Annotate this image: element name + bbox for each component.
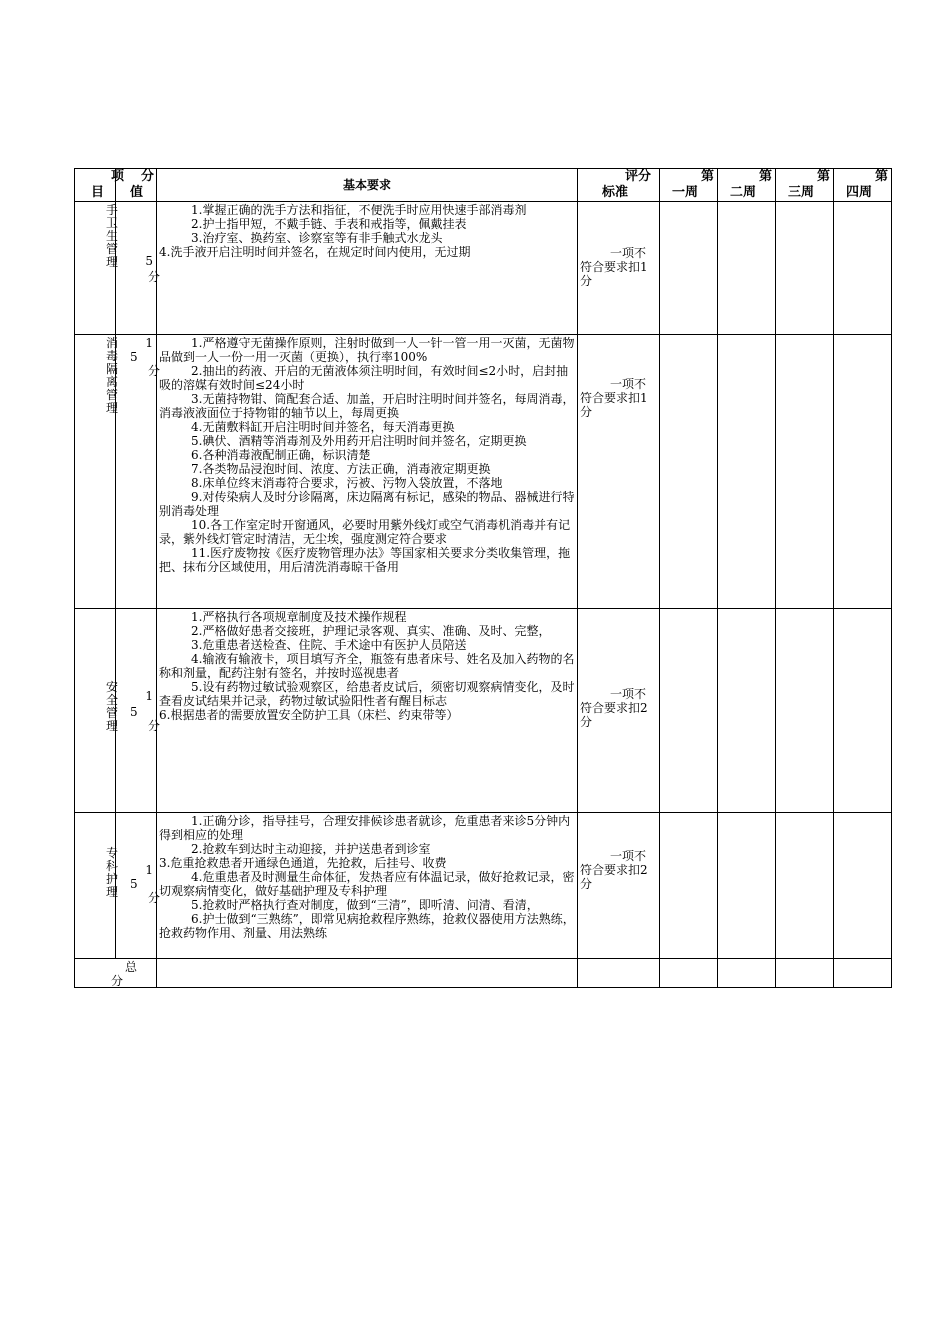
header-row: [75, 169, 892, 202]
requirement-item: 4.危重患者及时测量生命体征，发热者应有体温记录，做好抢救记录，密切观察病情变化，做好基础护理及专科护理: [159, 870, 575, 898]
category-label: 消毒隔离管理: [105, 336, 118, 415]
requirement-item: 9.对传染病人及时分诊隔离，床边隔离有标记，感染的物品、器械进行特别消毒处理: [159, 490, 575, 518]
header-week-1-top: 第: [700, 169, 714, 184]
category-cell: [75, 813, 116, 959]
header-item-bottom: 目: [91, 185, 105, 200]
score-number: 5: [130, 877, 138, 891]
week-1-cell[interactable]: [660, 609, 718, 813]
week-2-cell[interactable]: [718, 335, 776, 609]
requirements-cell: [157, 813, 578, 959]
week-4-cell[interactable]: [834, 202, 892, 335]
category-label: 安全管理: [105, 680, 118, 733]
header-standard-top: 评分: [624, 169, 651, 184]
week-4-cell[interactable]: [834, 609, 892, 813]
requirement-item: 6.护士做到“三熟练”，即常见病抢救程序熟练，抢救仪器使用方法熟练，抢救药物作用、剂量、用法熟练: [159, 912, 575, 940]
total-week-4-cell[interactable]: [834, 959, 892, 988]
score-cell: [116, 813, 160, 959]
requirement-item: 1.正确分诊，指导挂号，合理安排候诊患者就诊，危重患者来诊5分钟内得到相应的处理: [159, 814, 571, 842]
nursing-quality-checklist-table: [74, 168, 892, 988]
header-week-3: [776, 169, 834, 202]
score-unit: 分: [147, 891, 160, 905]
week-4-cell[interactable]: [834, 335, 892, 609]
requirement-item: 3.危重患者送检查、住院、手术途中有医护人员陪送: [191, 638, 467, 652]
requirement-item: 1.严格遵守无菌操作原则，注射时做到一人一针一管一用一灭菌，无菌物品做到一人一份一用一灭菌（更换），执行率100%: [159, 336, 575, 364]
category-label: 专科护理: [105, 846, 118, 899]
score-cell: [116, 335, 160, 609]
category-cell: [75, 335, 116, 609]
week-2-cell[interactable]: [718, 202, 776, 335]
score-cell: [116, 202, 160, 335]
category-cell: [75, 202, 116, 335]
week-3-cell[interactable]: [776, 335, 834, 609]
standard-cell: [578, 202, 660, 335]
week-3-cell[interactable]: [776, 609, 834, 813]
week-3-cell[interactable]: [776, 813, 834, 959]
total-label-top: 总: [125, 960, 138, 974]
score-number: 5: [130, 350, 138, 364]
week-1-cell[interactable]: [660, 202, 718, 335]
score-number: 1: [145, 863, 153, 877]
total-week-3-cell[interactable]: [776, 959, 834, 988]
score-number: 5: [145, 254, 153, 268]
header-week-1: [660, 169, 718, 202]
week-2-cell[interactable]: [718, 813, 776, 959]
requirement-item: 5.抢救时严格执行查对制度，做到“三清”，即听清、问清、看清，: [191, 898, 539, 912]
header-item-top: 项: [111, 169, 125, 184]
section-row-safety: [75, 609, 892, 813]
requirement-item: 1.掌握正确的洗手方法和指征，不便洗手时应用快速手部消毒剂: [191, 203, 527, 217]
week-1-cell[interactable]: [660, 335, 718, 609]
requirement-item: 2.抽出的药液、开启的无菌液体须注明时间，有效时间≤2小时，启封抽吸的溶媒有效时间≤24小时: [159, 364, 569, 392]
header-score-top: 分: [140, 169, 154, 184]
requirement-item: 4.输液有输液卡，项目填写齐全，瓶签有患者床号、姓名及加入药物的名称和剂量，配药注射有签名，并按时巡视患者: [159, 652, 575, 680]
total-label-bottom: 分: [111, 974, 124, 988]
requirement-item: 2.护士指甲短，不戴手链、手表和戒指等，佩戴挂表: [191, 217, 467, 231]
score-unit: 分: [147, 270, 160, 284]
requirement-item: 5.碘伏、酒精等消毒剂及外用药开启注明时间并签名，定期更换: [191, 434, 527, 448]
requirement-item: 5.设有药物过敏试验观察区，给患者皮试后，须密切观察病情变化，及时查看皮试结果并记录，药物过敏试验阳性者有醒目标志: [159, 680, 575, 708]
score-number: 5: [130, 705, 138, 719]
requirements-cell: [157, 202, 578, 335]
score-cell: [116, 609, 160, 813]
section-row-hand-hygiene: [75, 202, 892, 335]
header-week-2-bottom: 二周: [730, 185, 757, 200]
requirement-item: 4.洗手液开启注明时间并签名，在规定时间内使用，无过期: [159, 245, 471, 259]
requirement-item: 8.床单位终末消毒符合要求，污被、污物入袋放置，不落地: [191, 476, 503, 490]
header-week-1-bottom: 一周: [672, 185, 699, 200]
header-score-bottom: 值: [130, 185, 144, 200]
total-week-2-cell[interactable]: [718, 959, 776, 988]
section-row-specialty: [75, 813, 892, 959]
week-4-cell[interactable]: [834, 813, 892, 959]
header-standard: [578, 169, 660, 202]
requirement-item: 3.无菌持物钳、筒配套合适、加盖，开启时注明时间并签名，每周消毒，消毒液液面位于持物钳的轴节以上，每周更换: [159, 392, 575, 420]
header-score: [116, 169, 157, 202]
requirement-item: 4.无菌敷料缸开启注明时间并签名，每天消毒更换: [191, 420, 455, 434]
score-number: 1: [145, 336, 153, 350]
header-week-4-bottom: 四周: [846, 185, 873, 200]
standard-text: 一项不符合要求扣2分: [580, 687, 648, 729]
standard-text: 一项不符合要求扣1分: [580, 246, 648, 288]
standard-cell: [578, 813, 660, 959]
requirements-cell: [157, 335, 578, 609]
requirement-item: 2.严格做好患者交接班，护理记录客观、真实、准确、及时、完整，: [191, 624, 551, 638]
requirement-item: 11.医疗废物按《医疗废物管理办法》等国家相关要求分类收集管理，拖把、抹布分区域使用，用后清洗消毒晾干备用: [159, 546, 571, 574]
header-week-2-top: 第: [758, 169, 772, 184]
category-label: 手卫生管理: [105, 203, 118, 269]
requirement-item: 3.治疗室、换药室、诊察室等有非手触式水龙头: [191, 231, 443, 245]
score-unit: 分: [147, 364, 160, 378]
header-requirement: 基本要求: [157, 169, 578, 202]
requirement-item: 6.根据患者的需要放置安全防护工具（床栏、约束带等）: [159, 708, 459, 722]
category-cell: [75, 609, 116, 813]
total-week-1-cell[interactable]: [660, 959, 718, 988]
requirement-item: 2.抢救车到达时主动迎接，并护送患者到诊室: [191, 842, 431, 856]
requirement-item: 6.各种消毒液配制正确，标识清楚: [191, 448, 371, 462]
section-row-disinfection: [75, 335, 892, 609]
requirement-item: 1.严格执行各项规章制度及技术操作规程: [191, 610, 407, 624]
header-week-3-top: 第: [816, 169, 830, 184]
score-number: 1: [145, 689, 153, 703]
total-standard-cell: [578, 959, 660, 988]
standard-cell: [578, 609, 660, 813]
week-1-cell[interactable]: [660, 813, 718, 959]
header-item: [75, 169, 125, 202]
requirement-item: 10.各工作室定时开窗通风，必要时用紫外线灯或空气消毒机消毒并有记录，紫外线灯管定时清洁，无尘埃，强度测定符合要求: [159, 518, 571, 546]
header-week-3-bottom: 三周: [788, 185, 815, 200]
score-unit: 分: [147, 719, 160, 733]
requirement-item: 7.各类物品浸泡时间、浓度、方法正确，消毒液定期更换: [191, 462, 491, 476]
header-week-2: [718, 169, 776, 202]
total-row: [75, 959, 892, 988]
standard-text: 一项不符合要求扣1分: [580, 377, 648, 419]
total-requirement-cell: [157, 959, 578, 988]
standard-cell: [578, 335, 660, 609]
week-2-cell[interactable]: [718, 609, 776, 813]
header-week-4-top: 第: [874, 169, 888, 184]
requirement-item: 3.危重抢救患者开通绿色通道，先抢救，后挂号、收费: [159, 856, 447, 870]
header-standard-bottom: 标准: [602, 185, 629, 200]
header-week-4: [834, 169, 892, 202]
standard-text: 一项不符合要求扣2分: [580, 849, 648, 891]
week-3-cell[interactable]: [776, 202, 834, 335]
requirements-cell: [157, 609, 578, 813]
total-label-cell: [75, 959, 157, 988]
